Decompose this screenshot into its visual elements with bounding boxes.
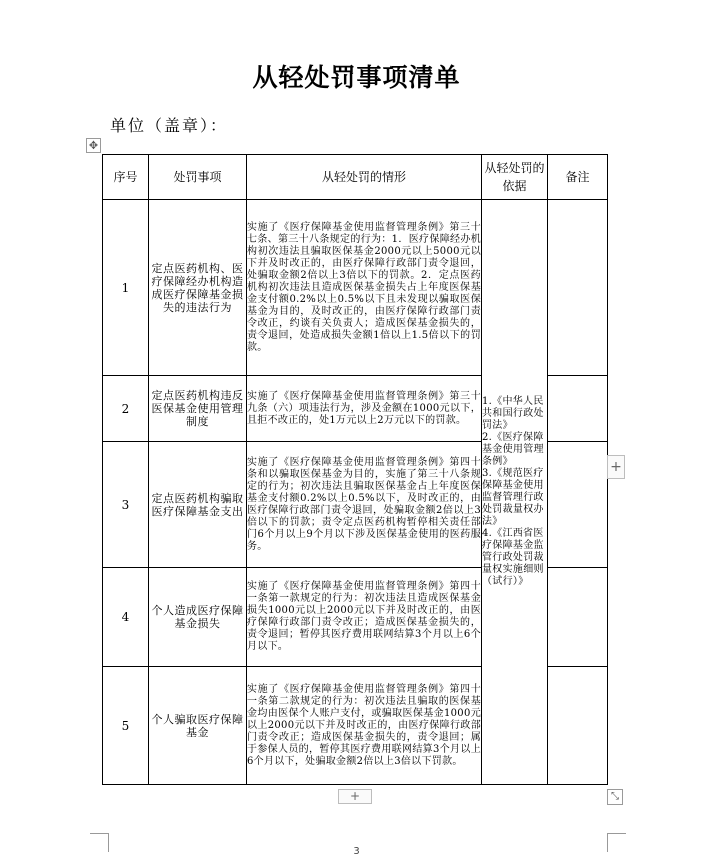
- row-circumstances: 实施了《医疗保障基金使用监督管理条例》第四十条和以骗取医保基金为目的，实施了第三十八条规定的行为；初次违法且骗取医保基金占上年度医保基金支付额0.2%以上0.5%以下，及时改正的，由医疗保障行政部门责令退回，处骗取金额2倍以上3倍以下的罚款；责令定点医药机构暂停相关责任部门6个月以上9个月以下涉及医保基金使用的医药服务。: [247, 442, 482, 568]
- header-circumstances: 从轻处罚的情形: [247, 155, 482, 200]
- row-circumstances: 实施了《医疗保障基金使用监督管理条例》第三十九条（六）项违法行为，涉及金额在1000元以下，且拒不改正的，处1万元以上2万元以下的罚款。: [247, 376, 482, 442]
- basis-line: 3.《规范医疗保障基金使用监督管理行政处罚裁量权办法》: [482, 468, 544, 527]
- add-row-button[interactable]: +: [338, 789, 372, 804]
- basis-line: 1.《中华人民共和国行政处罚法》: [482, 396, 544, 431]
- row-item: 定点医药机构、医疗保障经办机构造成医疗保障基金损失的违法行为: [149, 200, 247, 376]
- row-seq: 2: [103, 376, 149, 442]
- page-number: 3: [353, 846, 360, 857]
- row-remarks: [548, 568, 608, 667]
- document-title: 从轻处罚事项清单: [252, 63, 461, 92]
- table-move-icon[interactable]: ✥: [86, 138, 101, 153]
- table-resize-icon[interactable]: ⤡: [607, 789, 623, 805]
- row-circumstances: 实施了《医疗保障基金使用监督管理条例》第四十一条第一款规定的行为：初次违法且造成医保基金损失1000元以上2000元以下并及时改正的，由医疗保障行政部门责令改正；造成医保基金损失的，责令退回；暂停其医疗费用联网结算3个月以上6个月以下。: [247, 568, 482, 667]
- basis-cell: [482, 200, 548, 785]
- row-item: 个人造成医疗保障基金损失: [149, 568, 247, 667]
- row-circumstances: 实施了《医疗保障基金使用监督管理条例》第四十一条第二款规定的行为：初次违法且骗取的医保基金均由医保个人账户支付，或骗取医保基金1000元以上2000元以下并及时改正的，由医疗保障行政部门责令改正；造成医保基金损失的，责令退回；属于参保人员的，暂停其医疗费用联网结算3个月以上6个月以下，处骗取金额2倍以上3倍以下罚款。: [247, 667, 482, 785]
- row-item: 定点医药机构违反医保基金使用管理制度: [149, 376, 247, 442]
- row-seq: 1: [103, 200, 149, 376]
- row-seq: 4: [103, 568, 149, 667]
- header-seq: 序号: [103, 155, 149, 200]
- add-column-button[interactable]: +: [607, 455, 625, 479]
- basis-line: 4.《江西省医疗保障基金监管行政处罚裁量权实施细则（试行）》: [482, 528, 544, 587]
- table-row: [103, 200, 608, 376]
- row-remarks: [548, 667, 608, 785]
- row-remarks: [548, 200, 608, 376]
- row-item: 定点医药机构骗取医疗保障基金支出: [149, 442, 247, 568]
- penalty-table: [102, 154, 608, 785]
- basis-line: 2.《医疗保障基金使用管理条例》: [482, 432, 544, 467]
- row-remarks: [548, 376, 608, 442]
- row-item: 个人骗取医疗保障基金: [149, 667, 247, 785]
- header-item: 处罚事项: [149, 155, 247, 200]
- table-header-row: [103, 155, 608, 200]
- header-basis: 从轻处罚的依据: [482, 155, 548, 200]
- row-seq: 3: [103, 442, 149, 568]
- row-remarks: [548, 442, 608, 568]
- header-remarks: 备注: [548, 155, 608, 200]
- row-seq: 5: [103, 667, 149, 785]
- row-circumstances: 实施了《医疗保障基金使用监督管理条例》第三十七条、第三十八条规定的行为：1．医疗保障经办机构初次违法且骗取医保基金2000元以上5000元以下并及时改正的，由医疗保障行政部门责令退回，处骗取金额2倍以上3倍以下的罚款。2．定点医药机构初次违法且造成医保基金损失占上年度医保基金支付额0.2%以上0.5%以下且未发现以骗取医保基金为目的，及时改正的，由医疗保障行政部门责令改正，约谈有关负责人；造成医保基金损失的，责令退回，处造成损失金额1倍以上1.5倍以下的罚款。: [247, 200, 482, 376]
- unit-label: 单位（盖章）：: [110, 116, 229, 135]
